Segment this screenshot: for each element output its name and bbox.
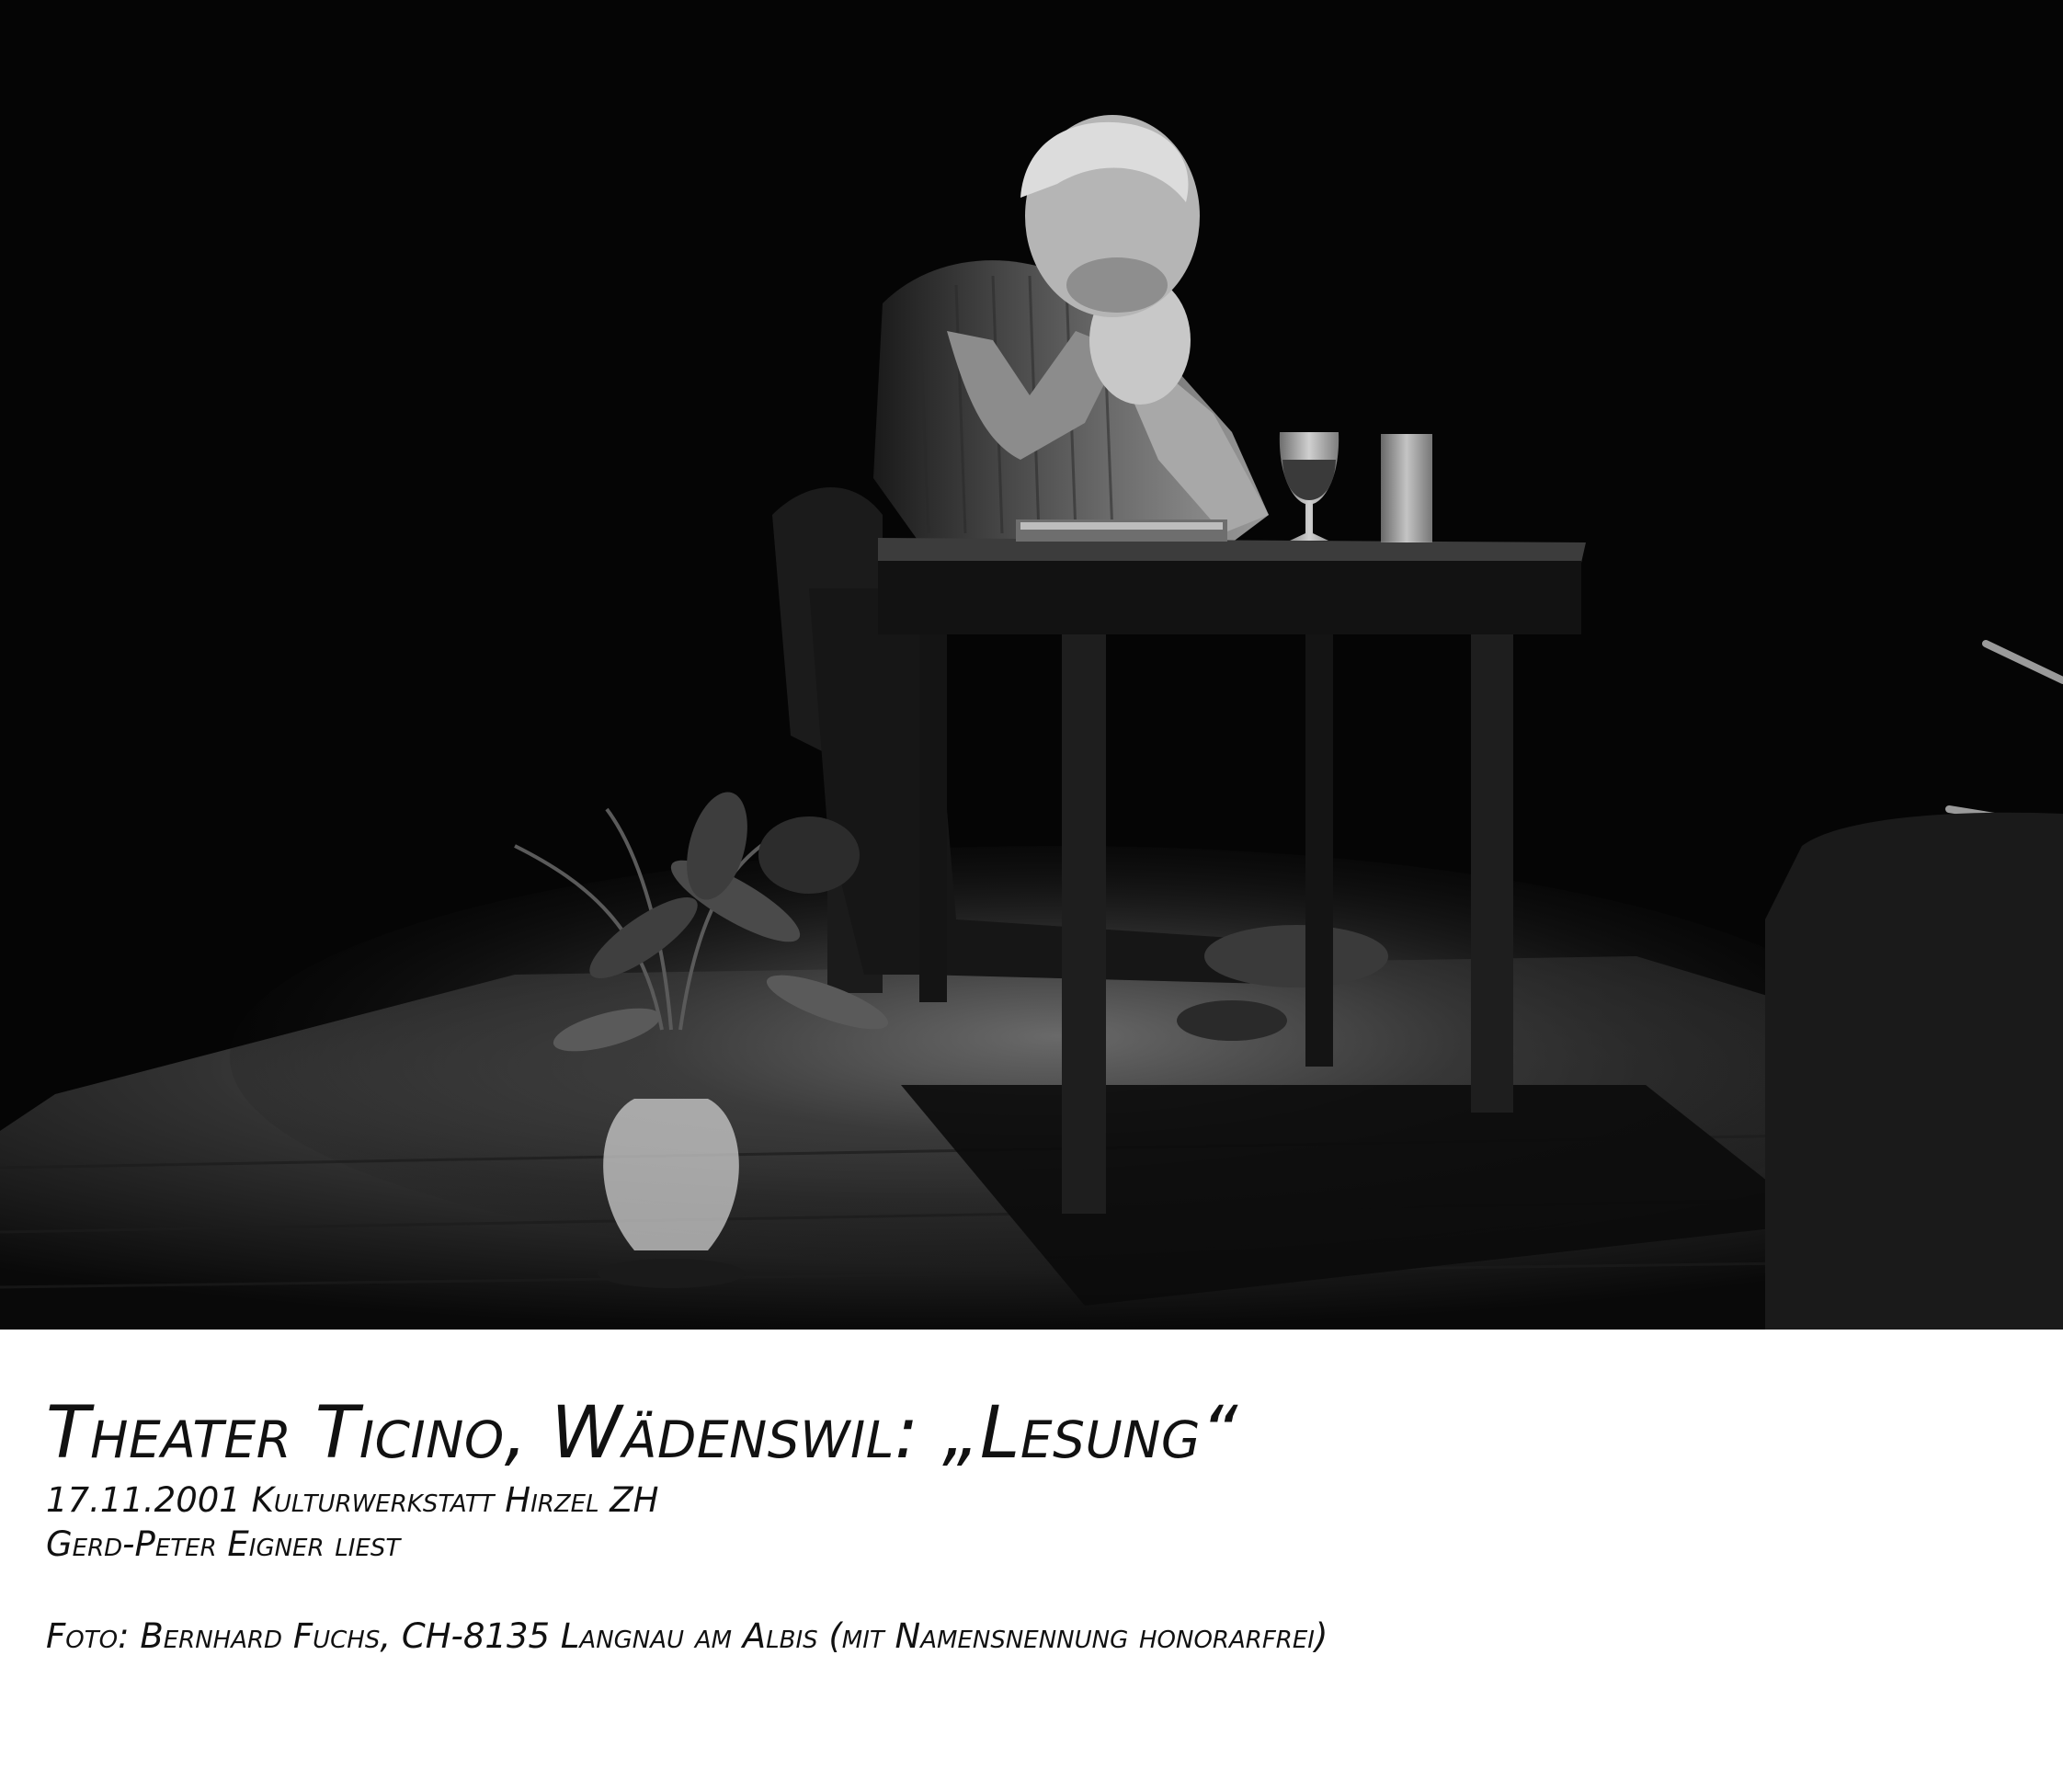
stage-box-right: [1765, 813, 2063, 1330]
caption-date-location: 17.11.2001 Kulturwerkstatt Hirzel ZH: [46, 1480, 659, 1520]
man-beard: [1066, 257, 1168, 313]
man-shoe-back: [1177, 1000, 1287, 1041]
water-glass: [1381, 434, 1432, 542]
table-leg-front-right: [1471, 634, 1513, 1113]
book-pages: [1020, 522, 1223, 530]
man-shoe: [1204, 925, 1388, 987]
table-leg-back-right: [1305, 634, 1333, 1067]
table-leg-back-left: [919, 634, 947, 1002]
vase-shadow: [598, 1259, 745, 1288]
glass-vase: [603, 1099, 739, 1250]
table-leg-front-left: [1062, 634, 1106, 1214]
caption-performer: Gerd-Peter Eigner liest: [46, 1524, 401, 1564]
photo-caption: [46, 1388, 1977, 1659]
caption-title: Theater Ticino, Wädenswil: „Lesung“: [46, 1392, 1238, 1475]
caption-photo-credit: Foto: Bernhard Fuchs, CH-8135 Langnau am Albis (mit Namensnennung honorarfrei): [46, 1616, 1328, 1656]
table-apron: [878, 561, 1581, 634]
